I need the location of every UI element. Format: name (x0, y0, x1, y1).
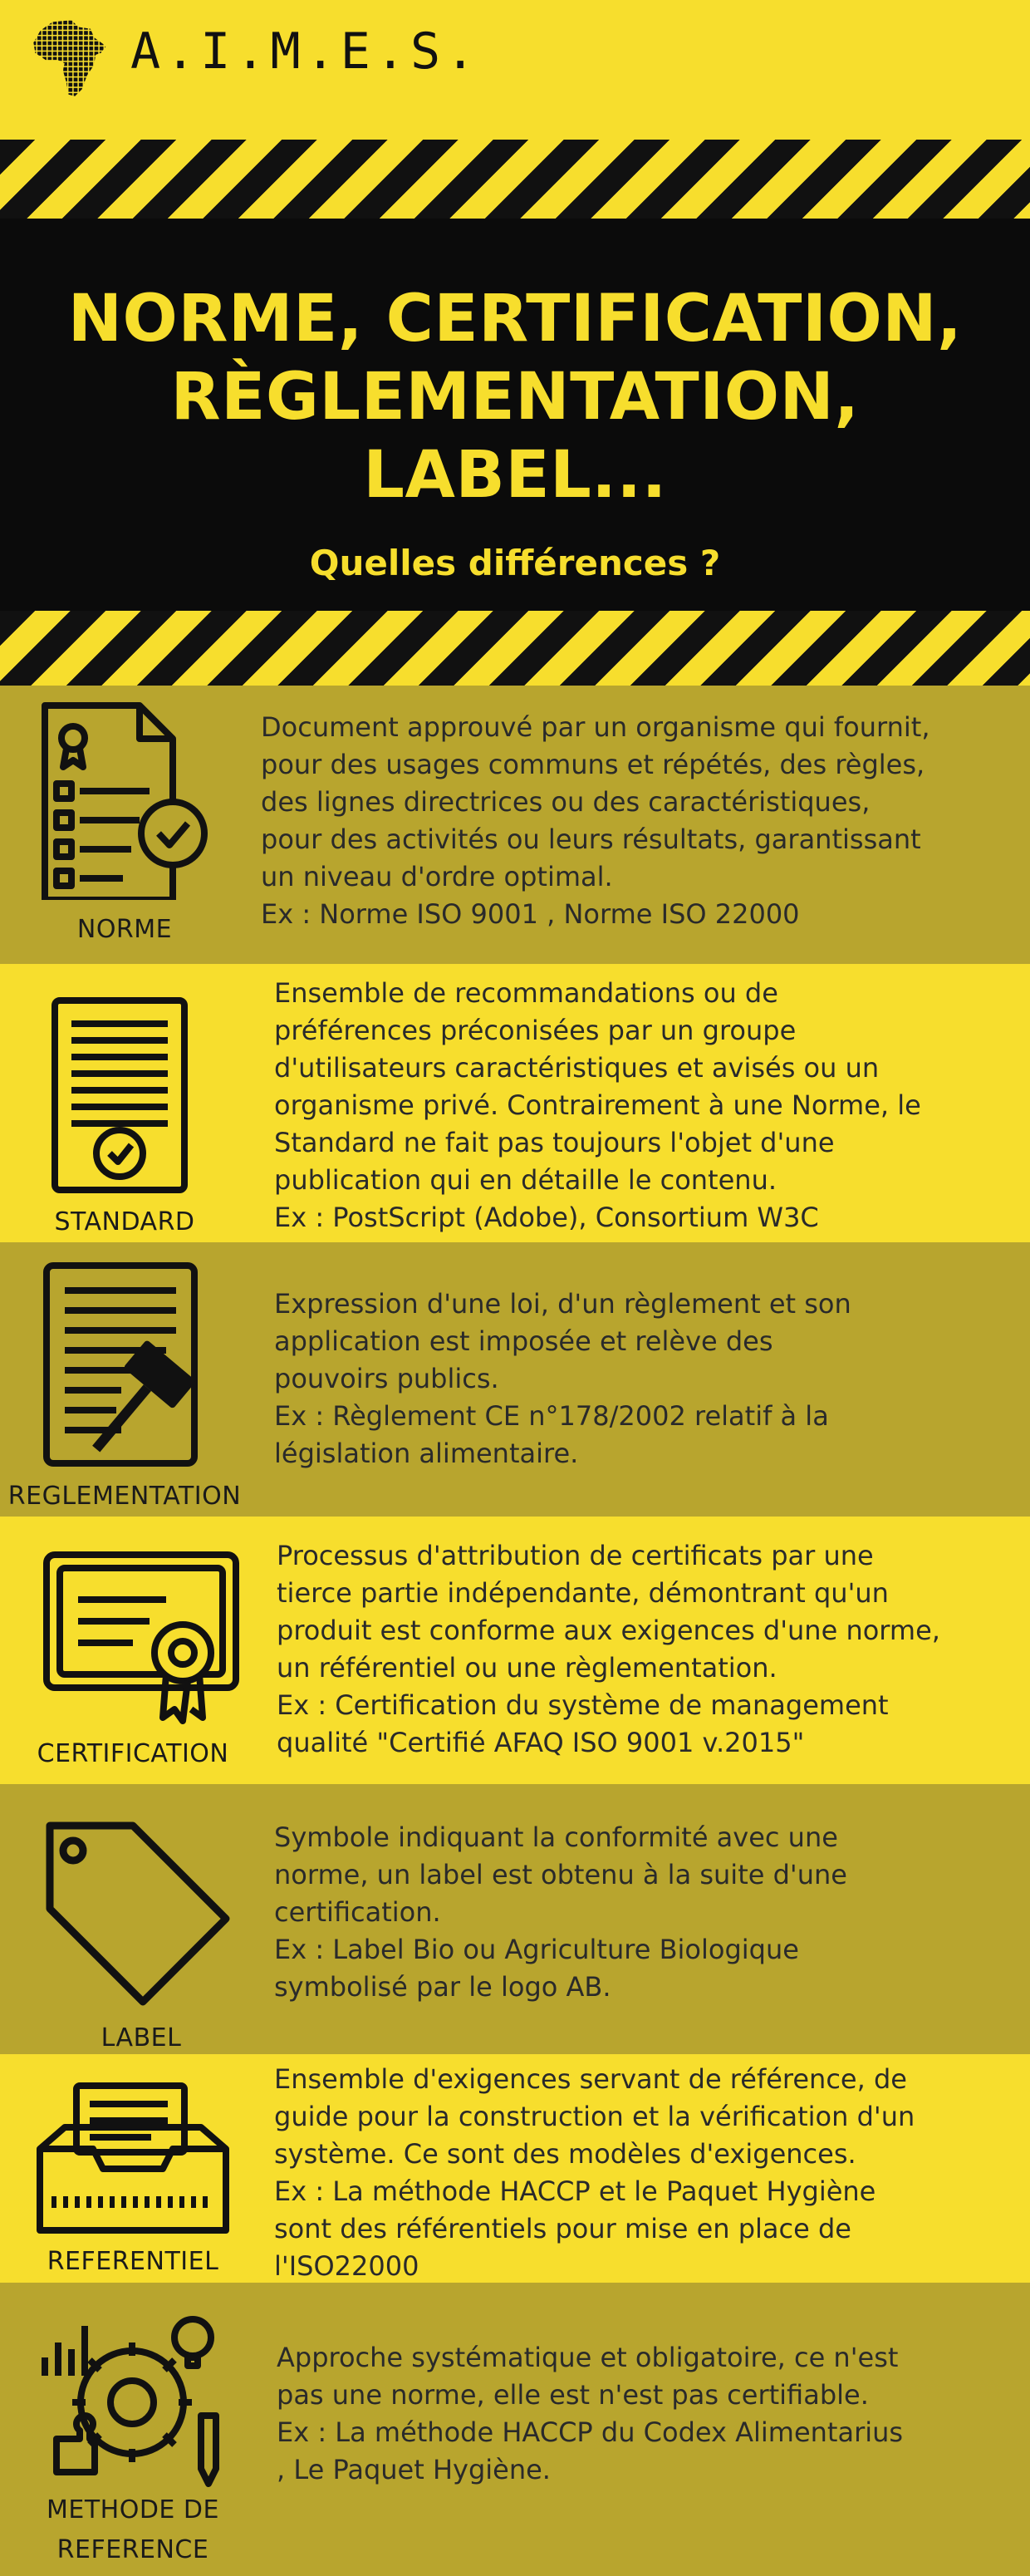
approved-document-icon (50, 995, 189, 1195)
description-line: Symbole indiquant la conformité avec une (274, 1821, 838, 1853)
africa-map-logo-icon (27, 15, 113, 101)
description-line: Ex : Label Bio ou Agriculture Biologique (274, 1934, 799, 1965)
description-line: norme, un label est obtenu à la suite d'une (274, 1859, 847, 1890)
section-description (274, 1286, 1022, 1472)
title-line: RÈGLEMENTATION, (170, 360, 860, 435)
description-line: pour des activités ou leurs résultats, garantissant (261, 823, 921, 855)
description-line: pas une norme, elle est n'est pas certifiable. (277, 2379, 869, 2411)
description-line: Standard ne fait pas toujours l'objet d'une (274, 1127, 835, 1158)
section-description (274, 1819, 1022, 2006)
title-line: NORME, CERTIFICATION, (67, 282, 963, 356)
brand-name: A.I.M.E.S. (130, 22, 481, 81)
description-line: organisme privé. Contrairement à une Norme, le (274, 1089, 921, 1121)
description-line: tierce partie indépendante, démontrant qu'un (277, 1577, 889, 1609)
section-label-tag (0, 1784, 1030, 2054)
section-label: NORME (76, 915, 173, 944)
section-label: LABEL (101, 2023, 182, 2052)
description-line: sont des référentiels pour mise en place de (274, 2213, 851, 2244)
section-methode-reference (0, 2283, 1030, 2576)
section-description (274, 975, 1022, 1236)
title-line: LABEL... (363, 438, 667, 513)
section-description (277, 1537, 1024, 1762)
description-line: produit est conforme aux exigences d'une norme, (277, 1615, 940, 1646)
description-line: pouvoirs publics. (274, 1363, 499, 1394)
section-standard (0, 964, 1030, 1242)
description-line: Ex : Norme ISO 9001 , Norme ISO 22000 (261, 898, 800, 930)
description-line: Expression d'une loi, d'un règlement et son (274, 1288, 851, 1320)
description-line: publication qui en détaille le contenu. (274, 1164, 777, 1196)
tag-icon (33, 1816, 233, 2015)
description-line: certification. (274, 1896, 441, 1928)
description-line: Ex : Certification du système de management (277, 1689, 889, 1721)
section-referentiel (0, 2054, 1030, 2283)
description-line: Document approuvé par un organisme qui fournit, (261, 711, 930, 743)
section-label: REFERENTIEL (47, 2247, 219, 2276)
section-norme (0, 686, 1030, 964)
section-label: CERTIFICATION (37, 1739, 229, 1768)
description-line: Approche systématique et obligatoire, ce n'est (277, 2342, 899, 2373)
section-label (0, 2490, 266, 2570)
description-line: préférences préconisées par un groupe (274, 1015, 797, 1046)
gavel-document-icon (42, 1261, 226, 1468)
brand-header (27, 15, 525, 101)
description-line: système. Ce sont des modèles d'exigences. (274, 2138, 856, 2170)
section-label: REGLEMENTATION (7, 1482, 242, 1511)
section-label: STANDARD (54, 1207, 195, 1236)
section-description (261, 709, 1008, 933)
hazard-stripes-top (0, 140, 1030, 219)
description-line: application est imposée et relève des (274, 1325, 773, 1357)
section-certification (0, 1517, 1030, 1784)
section-reglementation (0, 1242, 1030, 1517)
description-line: qualité "Certifié AFAQ ISO 9001 v.2015" (277, 1727, 805, 1758)
description-line: des lignes directrices ou des caractéristiques, (261, 786, 871, 818)
description-line: pour des usages communs et répétés, des règles, (261, 749, 925, 780)
description-line: Ex : La méthode HACCP et le Paquet Hygiène (274, 2175, 876, 2207)
hazard-stripes-bottom (0, 611, 1030, 686)
description-line: , Le Paquet Hygiène. (277, 2454, 551, 2485)
description-line: un référentiel ou une règlementation. (277, 1652, 777, 1684)
label-line: METHODE DE (47, 2495, 219, 2524)
description-line: législation alimentaire. (274, 1438, 579, 1469)
section-description (274, 2061, 1022, 2285)
description-line: Ex : PostScript (Adobe), Consortium W3C (274, 1202, 819, 1233)
description-line: un niveau d'ordre optimal. (261, 861, 613, 892)
certificate-icon (42, 1550, 241, 1724)
description-line: Ensemble d'exigences servant de référence, de (274, 2063, 907, 2095)
gear-ideas-icon (37, 2309, 228, 2489)
description-line: Ex : La méthode HACCP du Codex Alimentarius (277, 2416, 904, 2448)
description-line: Processus d'attribution de certificats par une (277, 1540, 874, 1571)
page-title (0, 219, 1030, 514)
description-line: Ex : Règlement CE n°178/2002 relatif à la (274, 1400, 829, 1432)
section-description (277, 2339, 1024, 2489)
label-line: REFERENCE (56, 2535, 209, 2564)
description-line: guide pour la construction et la vérification d'un (274, 2101, 915, 2132)
description-line: l'ISO22000 (274, 2250, 419, 2282)
page-subtitle: Quelles différences ? (309, 543, 721, 583)
description-line: Ensemble de recommandations ou de (274, 977, 778, 1009)
description-line: d'utilisateurs caractéristiques et avisés ou un (274, 1052, 880, 1084)
archive-tray-icon (35, 2077, 231, 2235)
document-checklist-icon (40, 701, 214, 900)
title-block (0, 219, 1030, 611)
description-line: symbolisé par le logo AB. (274, 1971, 611, 2003)
